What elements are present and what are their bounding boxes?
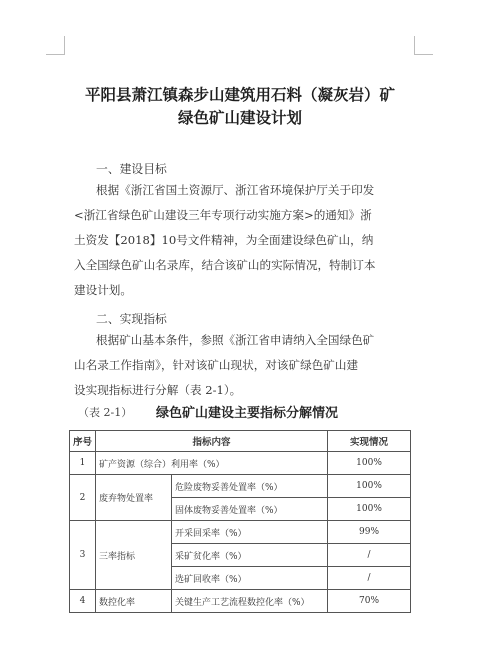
indicator-value: 100% xyxy=(328,452,411,475)
table-row xyxy=(70,475,411,498)
document-title-line-2: 绿色矿山建设计划 xyxy=(177,108,302,127)
table-row xyxy=(70,590,411,613)
indicator-group: 废弃物处置率 xyxy=(96,475,172,521)
indicator-content: 矿产资源（综合）利用率（%） xyxy=(96,452,328,475)
paragraph-line: 根据《浙江省国土资源厅、浙江省环境保护厅关于印发 xyxy=(96,183,375,197)
indicator-content: 固体废物妥善处置率（%） xyxy=(172,498,328,521)
indicator-content: 危险废物妥善处置率（%） xyxy=(172,475,328,498)
section-heading-indicators: 二、实现指标 xyxy=(96,312,167,326)
indicator-value: 100% xyxy=(328,498,411,521)
table-caption-title: 绿色矿山建设主要指标分解情况 xyxy=(156,406,339,421)
indicator-group: 三率指标 xyxy=(96,521,172,590)
section-indicators-paragraph xyxy=(74,328,410,403)
indicator-value: 100% xyxy=(328,475,411,498)
header-cell-status: 实现情况 xyxy=(328,431,411,452)
crop-mark-top-left xyxy=(46,36,65,55)
row-number: 1 xyxy=(70,452,96,475)
table-row xyxy=(70,521,411,544)
paragraph-line: 入全国绿色矿山名录库，结合该矿山的实际情况，特制订本 xyxy=(74,258,376,272)
indicator-value: / xyxy=(328,544,411,567)
paragraph-line: 建设计划。 xyxy=(74,283,132,297)
row-number: 2 xyxy=(70,475,96,521)
table-caption-number: （表 2-1） xyxy=(78,406,133,419)
header-cell-no: 序号 xyxy=(70,431,96,452)
paragraph-line: <浙江省绿色矿山建设三年专项行动实施方案>的通知》浙 xyxy=(74,208,372,222)
indicator-value: / xyxy=(328,567,411,590)
paragraph-line: 根据矿山基本条件，参照《浙江省申请纳入全国绿色矿 xyxy=(96,333,375,347)
indicator-content: 采矿贫化率（%） xyxy=(172,544,328,567)
indicator-content: 开采回采率（%） xyxy=(172,521,328,544)
row-number: 4 xyxy=(70,590,96,613)
row-number: 3 xyxy=(70,521,96,590)
paragraph-line: 设实现指标进行分解（表 2-1）。 xyxy=(74,383,242,397)
header-cell-content: 指标内容 xyxy=(96,431,328,452)
table-header-row xyxy=(70,431,411,452)
section-goals-paragraph xyxy=(74,178,410,303)
indicator-group: 数控化率 xyxy=(96,590,172,613)
document-title-line-1: 平阳县萧江镇森步山建筑用石料（凝灰岩）矿 xyxy=(84,85,395,104)
indicator-content: 选矿回收率（%） xyxy=(172,567,328,590)
paragraph-line: 山名录工作指南》，针对该矿山现状，对该矿绿色矿山建 xyxy=(74,358,359,372)
indicator-table xyxy=(69,430,411,613)
paragraph-line: 土资发【2018】10号文件精神，为全面建设绿色矿山，纳 xyxy=(74,233,374,247)
crop-mark-top-right xyxy=(414,36,433,55)
table-row xyxy=(70,452,411,475)
section-heading-goals: 一、建设目标 xyxy=(96,162,167,176)
indicator-content: 关键生产工艺流程数控化率（%） xyxy=(172,590,328,613)
indicator-value: 70% xyxy=(328,590,411,613)
indicator-value: 99% xyxy=(328,521,411,544)
